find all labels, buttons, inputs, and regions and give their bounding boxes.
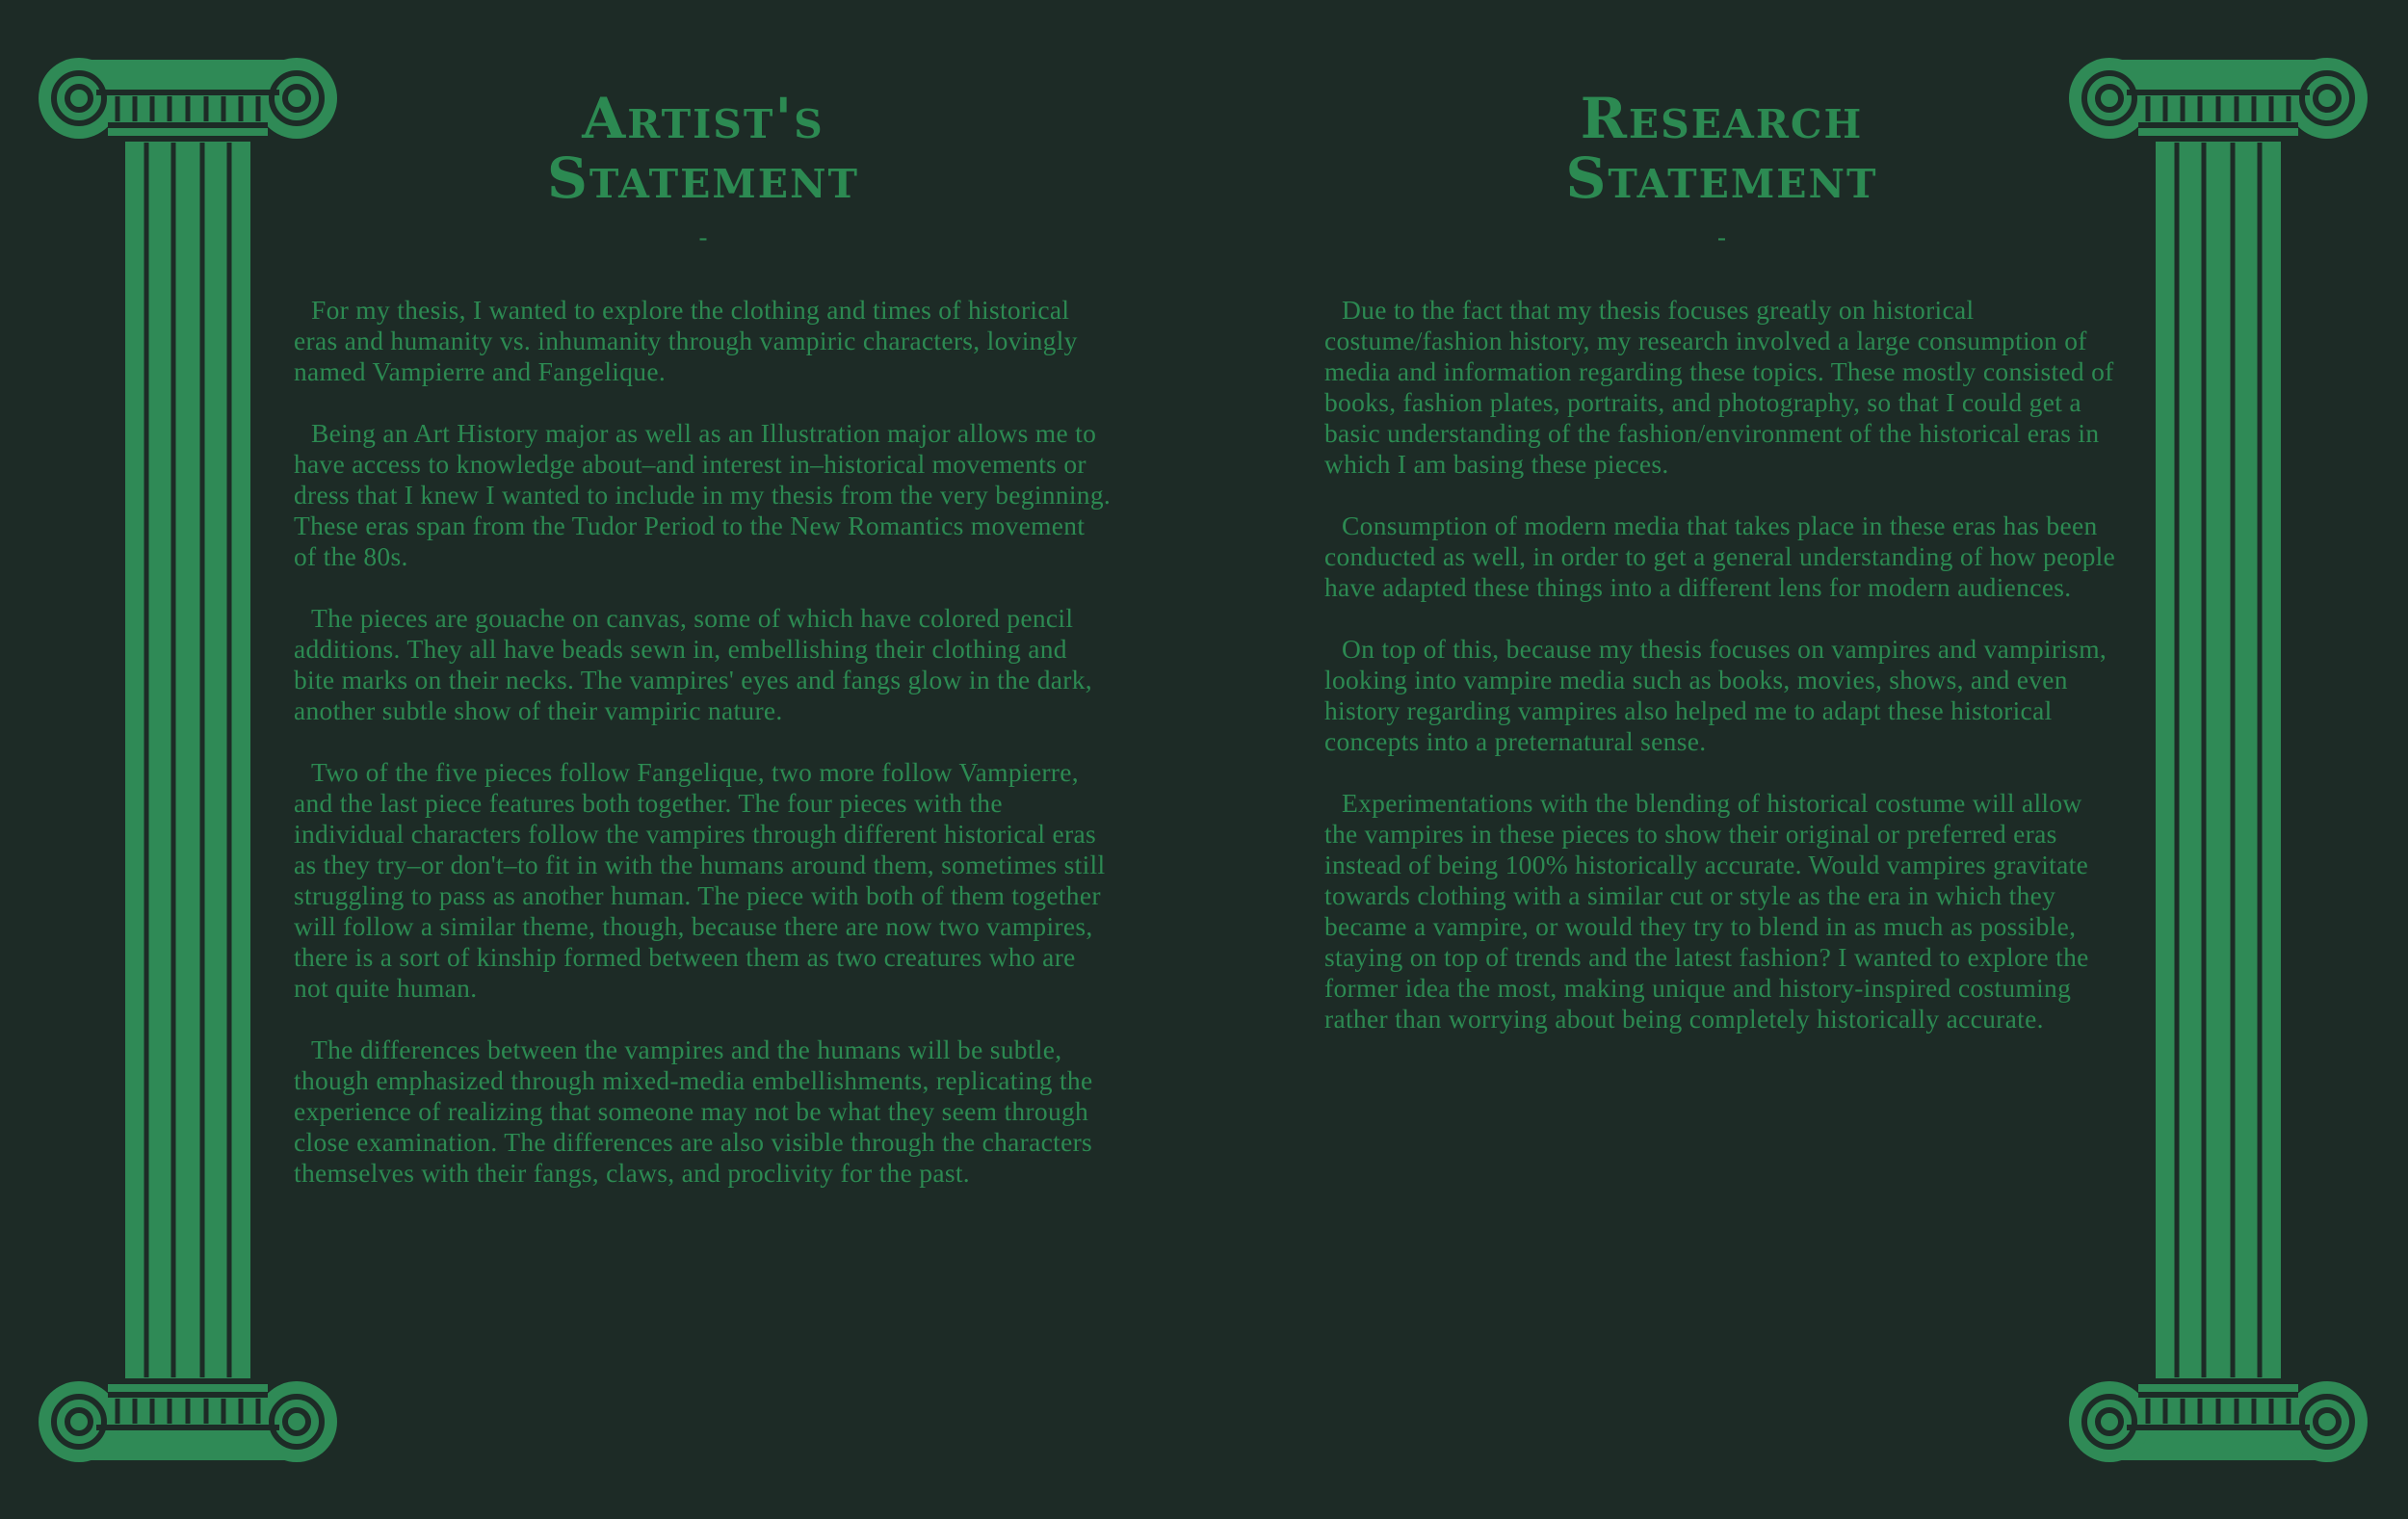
paragraph: Two of the five pieces follow Fangelique, two more follow Vampierre, and the last piece features both together. The four pieces with the individual characters follow the vampires through different historical eras as they try–or don't–to fit in with the humans around them, sometimes still struggling to pass as another human. The piece with both of them together will follow a similar theme, though, because there are now two vampires, there is a sort of kinship formed between them as two creatures who are not quite human. [294, 757, 1106, 1003]
research-statement-body [1324, 295, 2119, 1034]
paragraph: On top of this, because my thesis focuses on vampires and vampirism, looking into vampire media such as books, movies, shows, and even history regarding vampires also helped me to adapt these historical concepts into a preternatural sense. [1324, 634, 2107, 756]
paragraph: Consumption of modern media that takes place in these eras has been conducted as well, in order to get a general understanding of how people have adapted these things into a different lens for modern audiences. [1324, 511, 2116, 602]
title-divider: - [698, 222, 708, 253]
artists-statement-panel [294, 86, 1112, 1219]
left-ionic-column-icon [39, 29, 337, 1493]
artists-statement-body [294, 295, 1112, 1189]
title-divider: - [1716, 222, 1727, 253]
artists-statement-title [294, 86, 1112, 211]
paragraph: The differences between the vampires and the humans will be subtle, though emphasized through mixed-media embellishments, replicating the experience of realizing that someone may not be what they seem through close examination. The differences are also visible through the characters themselves with their fangs, claws, and proclivity for the past. [294, 1034, 1093, 1188]
title-line-1: Artist's [582, 86, 824, 151]
paragraph: The pieces are gouache on canvas, some of which have colored pencil additions. They all have beads sewn in, embellishing their clothing and bite marks on their necks. The vampires' eyes and fangs glow in the dark, another subtle show of their vampiric nature. [294, 603, 1092, 725]
research-statement-title [1324, 86, 2119, 211]
paragraph: Experimentations with the blending of historical costume will allow the vampires in these pieces to show their original or preferred eras instead of being 100% historically accurate. Would vampires gravitate towards clothing with a similar cut or style as the era in which they became a vampire, or would they try to blend in as much as possible, staying on top of trends and the latest fashion? I wanted to explore the former idea the most, making unique and history-inspired costuming rather than worrying about being completely historically accurate. [1324, 788, 2089, 1034]
paragraph: Being an Art History major as well as an Illustration major allows me to have access to knowledge about–and interest in–historical movements or dress that I knew I wanted to include in my thesis from the very beginning. These eras span from the Tudor Period to the New Romantics movement of the 80s. [294, 418, 1112, 571]
paragraph: Due to the fact that my thesis focuses greatly on historical costume/fashion history, my research involved a large consumption of media and information regarding these topics. These mostly consisted of books, fashion plates, portraits, and photography, so that I could get a basic understanding of the fashion/environment of the historical eras in which I am basing these pieces. [1324, 295, 2114, 479]
title-line-2: Statement [546, 145, 860, 211]
paragraph: For my thesis, I wanted to explore the clothing and times of historical eras and humanity vs. inhumanity through vampiric characters, lovingly named Vampierre and Fangelique. [294, 295, 1078, 386]
title-line-2: Statement [1565, 145, 1878, 211]
research-statement-panel [1324, 86, 2119, 1065]
title-line-1: Research [1580, 86, 1864, 151]
